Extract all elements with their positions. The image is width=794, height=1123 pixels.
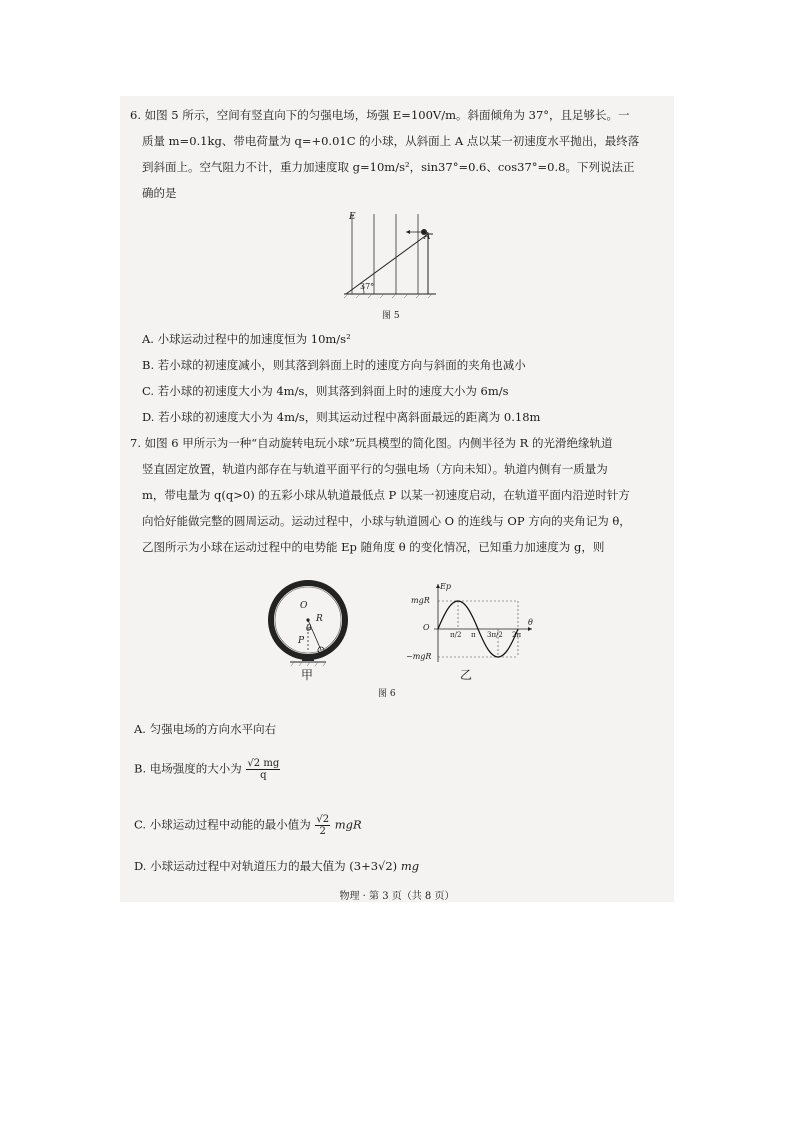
q6-line-4: 确的是 [142,186,177,200]
fig6-yi-tick-half-pi: π/2 [450,631,462,639]
q7-option-c-numerator: √2 [316,814,330,825]
figure-5-incline [340,210,440,300]
figure-6-jia-track [264,578,360,668]
page-footer: 物理 · 第 3 页（共 8 页） [339,891,455,902]
q7-option-d [134,859,419,873]
q7-option-d-expression: (3+3√2) [349,859,398,873]
q7-line-2: 竖直固定放置，轨道内部存在与轨道平面平行的匀强电场（方向未知）。轨道内侧有一质量为 [142,462,608,476]
fig6-yi-xlabel: θ [528,618,533,627]
fig6-yi-tick-two-pi: 2π [512,631,522,639]
q7-option-c-unit: mgR [334,817,362,832]
q6-option-d: D. 若小球的初速度大小为 4m/s，则其运动过程中离斜面最远的距离为 0.18m [142,410,541,424]
q6-line-2: 质量 m=0.1kg、带电荷量为 q=+0.01C 的小球，从斜面上 A 点以某一初速度水平抛出，最终落 [142,134,640,148]
q7-option-b-denominator: q [260,770,267,781]
q6-option-c: C. 若小球的初速度大小为 4m/s，则其落到斜面上时的速度大小为 6m/s [142,384,509,398]
fig6-yi-tick-pi: π [471,631,476,639]
fig5-angle-label: 37° [360,282,375,291]
q7-option-b-text: B. 电场强度的大小为 [134,761,242,776]
q6-option-a: A. 小球运动过程中的加速度恒为 10m/s² [142,332,351,346]
fig6-yi-ylabel: Ep [440,582,451,591]
q7-line-4: 向恰好能做完整的圆周运动。运动过程中，小球与轨道圆心 O 的连线与 OP 方向的夹角记为 θ， [142,514,631,528]
figure-6-yi-graph [432,582,534,666]
fig6-yi-top-value: mgR [411,596,430,605]
q7-option-c-text: C. 小球运动过程中动能的最小值为 [134,817,311,832]
fig6-jia-label-R: R [316,614,323,624]
q7-line-3: m，带电量为 q(q>0) 的五彩小球从轨道最低点 P 以某一初速度启动，在轨道平面内沿逆时针方 [142,488,630,502]
fig5-label-E: E [349,212,356,222]
fig6-jia-label: 甲 [301,668,314,682]
q7-option-b-numerator: √2 mg [247,758,280,769]
q7-option-c-denominator: 2 [319,826,326,837]
fig6-yi-tick-three-half-pi: 3π/2 [487,631,503,639]
fig6-caption: 图 6 [378,689,396,699]
fig5-label-A: A [424,232,431,242]
q7-option-b-fraction [246,758,280,781]
fig6-yi-label: 乙 [460,668,473,682]
q7-option-b [134,758,281,781]
q7-option-c-fraction [315,814,330,837]
q6-option-b: B. 若小球的初速度减小，则其落到斜面上时的速度方向与斜面的夹角也减小 [142,358,526,372]
fig6-yi-origin: O [423,623,430,632]
q7-option-d-text: D. 小球运动过程中对轨道压力的最大值为 [134,859,346,873]
fig5-caption: 图 5 [382,311,400,321]
q7-option-a: A. 匀强电场的方向水平向右 [134,722,277,736]
q7-line-1: 7. 如图 6 甲所示为一种“自动旋转电玩小球”玩具模型的简化图。内侧半径为 R 的光滑绝缘轨道 [130,436,613,450]
fig6-jia-label-theta: θ [306,624,312,634]
fig6-yi-bottom-value: −mgR [406,652,432,661]
fig6-jia-label-P: P [298,636,305,646]
q7-option-c [134,814,362,837]
q7-option-d-unit: mg [400,859,420,873]
q6-line-3: 到斜面上。空气阻力不计，重力加速度取 g=10m/s²，sin37°=0.6、cos37°=0.8。下列说法正 [142,160,635,174]
q7-line-5: 乙图所示为小球在运动过程中的电势能 Ep 随角度 θ 的变化情况，已知重力加速度为 g，则 [142,540,605,554]
exam-page [120,96,674,902]
q6-line-1: 6. 如图 5 所示，空间有竖直向下的匀强电场，场强 E=100V/m。斜面倾角为 37°，且足够长。一 [130,108,630,122]
fig6-jia-label-O: O [300,601,308,611]
